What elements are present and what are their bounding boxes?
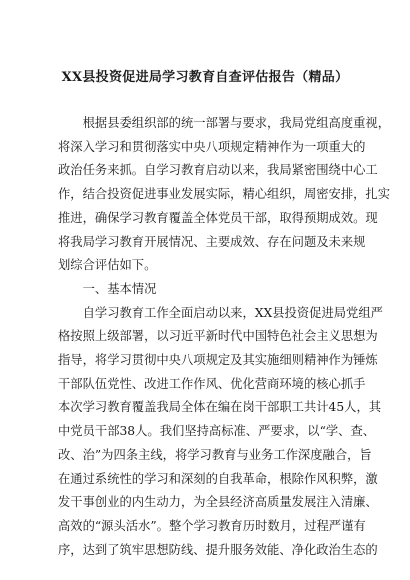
intro-line: 作，结合投资促进事业发展实际，精心组织，周密安排，扎实 xyxy=(58,187,391,202)
section-line: 发干事创业的内生动力，为全县经济高质量发展注入清廉、 xyxy=(58,495,378,510)
section-heading: 一、基本情况 xyxy=(82,281,157,296)
intro-line: 将我局学习教育开展情况、主要成效、存在问题及未来规 xyxy=(58,234,366,249)
section-line: 自学习教育工作全面启动以来，XX县投资促进局党组严 xyxy=(82,305,383,320)
intro-line: 划综合评估如下。 xyxy=(58,258,157,273)
intro-line: 将深入学习和贯彻落实中央八项规定精神作为一项重大的 xyxy=(58,139,366,154)
document-body xyxy=(58,112,391,562)
section-line: 本次学习教育覆盖我局全体在编在岗干部职工共计45人，其 xyxy=(58,400,382,415)
intro-line: 根据县委组织部的统一部署与要求，我局党组高度重视， xyxy=(82,116,391,130)
section-line: 改、治”为四条主线，将学习教育与业务工作深度融合，旨 xyxy=(58,447,372,462)
intro-line: 推进，确保学习教育覆盖全体党员干部，取得预期成效。现 xyxy=(58,210,378,225)
section-line: 中党员干部38人。我们坚持高标准、严要求，以“学、查、 xyxy=(58,424,376,439)
section-paragraph xyxy=(58,302,383,563)
intro-line: 政治任务来抓。自学习教育启动以来，我局紧密围绕中心工 xyxy=(58,163,378,178)
section-line: 在通过系统性的学习和深刻的自我革命，根除作风积弊，激 xyxy=(58,471,378,486)
document-title: XX县投资促进局学习教育自查评估报告（精品） xyxy=(61,70,349,85)
section-line: 序，达到了筑牢思想防线、提升服务效能、净化政治生态的 xyxy=(58,542,378,557)
section-line: 干部队伍党性、改进工作作风、优化营商环境的核心抓手 xyxy=(58,376,366,391)
section-line: 格按照上级部署，以习近平新时代中国特色社会主义思想为 xyxy=(58,329,378,344)
section-line: 指导，将学习贯彻中央八项规定及其实施细则精神作为锤炼 xyxy=(58,353,378,368)
intro-paragraph xyxy=(58,112,391,278)
section-line: 高效的“源头活水”。整个学习教育历时数月，过程严谨有 xyxy=(58,518,366,533)
